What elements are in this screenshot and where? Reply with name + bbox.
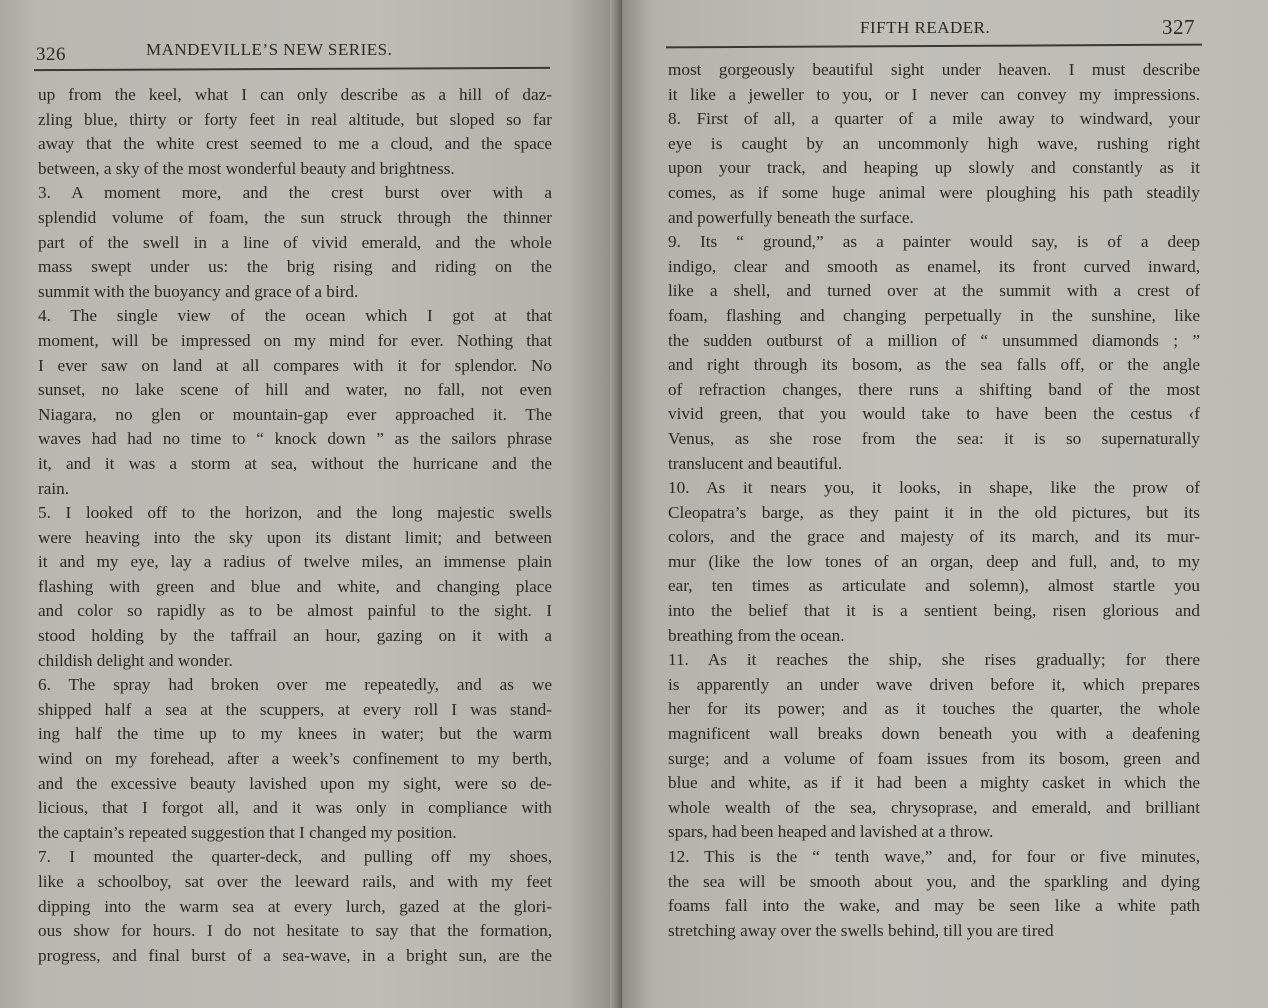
text-line: dipping into the warm sea at every lurch, gazed at the glori-: [38, 896, 552, 916]
text-line: licious, that I forgot all, and it was only in compliance with: [38, 798, 552, 818]
text-line: wind on my forehead, after a week’s confinement to my berth,: [38, 749, 552, 769]
text-line: the sea will be smooth about you, and the sparkling and dying: [668, 871, 1200, 891]
text-line: away that the white crest seemed to me a cloud, and the space: [38, 134, 552, 154]
text-line: is apparently an under wave driven before it, which prepares: [668, 674, 1200, 694]
text-line: like a shell, and turned over at the summit with a crest of: [668, 281, 1200, 301]
text-line: 11. As it reaches the ship, she rises gradually; for there: [668, 650, 1200, 670]
text-line: were heaving into the sky upon its distant limit; and between: [38, 527, 552, 547]
text-line: 9. Its “ ground,” as a painter would say, is of a deep: [668, 232, 1200, 252]
text-line: mass swept under us: the brig rising and riding on the: [38, 257, 552, 277]
text-line: translucent and beautiful.: [668, 453, 843, 473]
text-line: stood holding by the taffrail an hour, gazing on it with a: [38, 626, 552, 646]
text-line: of refraction changes, there runs a shifting band of the most: [668, 379, 1200, 399]
text-line: and color so rapidly as to be almost painful to the sight. I: [38, 601, 552, 621]
text-line: up from the keel, what I can only describe as a hill of daz-: [38, 85, 552, 104]
right-page-number: 327: [1162, 15, 1195, 39]
text-line: rain.: [38, 478, 70, 498]
text-line: and powerfully beneath the surface.: [668, 207, 914, 227]
text-line: 12. This is the “ tenth wave,” and, for four or five minutes,: [668, 847, 1200, 866]
text-line: and the excessive beauty lavished upon my sight, were so de-: [38, 773, 552, 793]
text-line: most gorgeously beautiful sight under heaven. I must describe: [668, 60, 1200, 79]
text-line: stretching away over the swells behind, till you are tired: [668, 920, 1054, 940]
text-line: ing half the time up to my knees in water; but the warm: [38, 724, 552, 744]
text-line: splendid volume of foam, the sun struck through the thinner: [38, 207, 552, 227]
text-line: part of the swell in a line of vivid emerald, and the whole: [38, 232, 552, 252]
text-line: it like a jeweller to you, or I never can convey my impressions.: [668, 84, 1200, 104]
left-header-rule: [34, 67, 550, 71]
text-line: and right through its bosom, as the sea falls off, or the angle: [668, 355, 1200, 375]
text-line: 6. The spray had broken over me repeatedly, and as we: [38, 675, 552, 695]
text-line: colors, and the grace and majesty of its march, and its mur-: [668, 527, 1200, 547]
text-line: spars, had been heaped and lavished at a throw.: [668, 822, 994, 842]
text-line: vivid green, that you would take to have been the cestus ‹f: [668, 404, 1200, 424]
text-line: summit with the buoyancy and grace of a bird.: [38, 281, 359, 301]
text-line: foam, flashing and changing perpetually in the sunshine, like: [668, 305, 1200, 325]
text-line: childish delight and wonder.: [38, 650, 233, 670]
text-line: 5. I looked off to the horizon, and the long majestic swells: [38, 503, 552, 523]
text-line: flashing with green and blue and white, and changing place: [38, 576, 552, 596]
text-line: 8. First of all, a quarter of a mile away to windward, your: [668, 109, 1200, 129]
text-line: zling blue, thirty or forty feet in real altitude, but sloped so far: [38, 109, 552, 129]
left-page: [0, 0, 618, 1008]
text-line: into the belief that it is a sentient being, risen glorious and: [668, 601, 1200, 621]
text-line: foams fall into the wake, and may be seen like a white path: [668, 896, 1200, 916]
right-header-rule: [666, 44, 1202, 49]
text-line: between, a sky of the most wonderful beauty and brightness.: [38, 158, 455, 178]
text-line: shipped half a sea at the scuppers, at every roll I was stand-: [38, 699, 552, 719]
text-line: Venus, as she rose from the sea: it is so supernaturally: [668, 428, 1200, 448]
text-line: mur (like the low tones of an organ, deep and full, and, to my: [668, 551, 1200, 571]
text-line: indigo, clear and smooth as enamel, its front curved inward,: [668, 256, 1200, 276]
text-line: Cleopatra’s barge, as they paint it in the old pictures, but its: [668, 502, 1200, 522]
text-line: sunset, no lake scene of hill and water, no fall, not even: [38, 380, 552, 400]
text-line: ous show for hours. I do not hesitate to say that the formation,: [38, 921, 552, 941]
text-line: ear, ten times as articulate and solemn), almost startle you: [668, 576, 1200, 596]
left-page-text: [38, 83, 552, 968]
text-line: waves had had no time to “ knock down ” as the sailors phrase: [38, 429, 552, 449]
right-page-text: [668, 58, 1200, 943]
text-line: progress, and final burst of a sea-wave, in a bright sun, are the: [38, 945, 552, 965]
text-line: 4. The single view of the ocean which I got at that: [38, 306, 552, 326]
text-line: Niagara, no glen or mountain-gap ever approached it. The: [38, 404, 552, 424]
text-line: it, and it was a storm at sea, without the hurricane and the: [38, 453, 552, 473]
text-line: the captain’s repeated suggestion that I changed my position.: [38, 822, 457, 842]
text-line: I ever saw on land at all compares with it for splendor. No: [38, 355, 552, 375]
text-line: whole wealth of the sea, chrysoprase, and emerald, and brilliant: [668, 797, 1200, 817]
text-line: the sudden outburst of a million of “ unsummed diamonds ; ”: [668, 330, 1200, 350]
left-page-number: 326: [36, 44, 66, 65]
text-line: 7. I mounted the quarter-deck, and pulling off my shoes,: [38, 847, 552, 867]
text-line: eye is caught by an uncommonly high wave, rushing right: [668, 133, 1200, 153]
text-line: moment, will be impressed on my mind for ever. Nothing that: [38, 330, 552, 350]
text-line: blue and white, as if it had been a mighty casket in which the: [668, 773, 1200, 793]
text-line: comes, as if some huge animal were ploughing his path steadily: [668, 182, 1200, 202]
text-line: like a schoolboy, sat over the leeward rails, and with my feet: [38, 872, 552, 891]
text-line: 10. As it nears you, it looks, in shape, like the prow of: [668, 478, 1200, 498]
right-running-head: FIFTH READER.: [860, 18, 991, 37]
text-line: 3. A moment more, and the crest burst over with a: [38, 183, 552, 203]
text-line: surge; and a volume of foam issues from its bosom, green and: [668, 748, 1200, 768]
text-line: breathing from the ocean.: [668, 625, 845, 645]
left-running-head: MANDEVILLE’S NEW SERIES.: [146, 40, 393, 59]
text-line: magnificent wall breaks down beneath you with a deafening: [668, 724, 1200, 744]
text-line: it and my eye, lay a radius of twelve miles, an immense plain: [38, 552, 552, 572]
right-page: [622, 0, 1268, 1008]
text-line: her for its power; and as it touches the quarter, the whole: [668, 699, 1200, 719]
text-line: upon your track, and heaping up slowly and constantly as it: [668, 158, 1200, 178]
